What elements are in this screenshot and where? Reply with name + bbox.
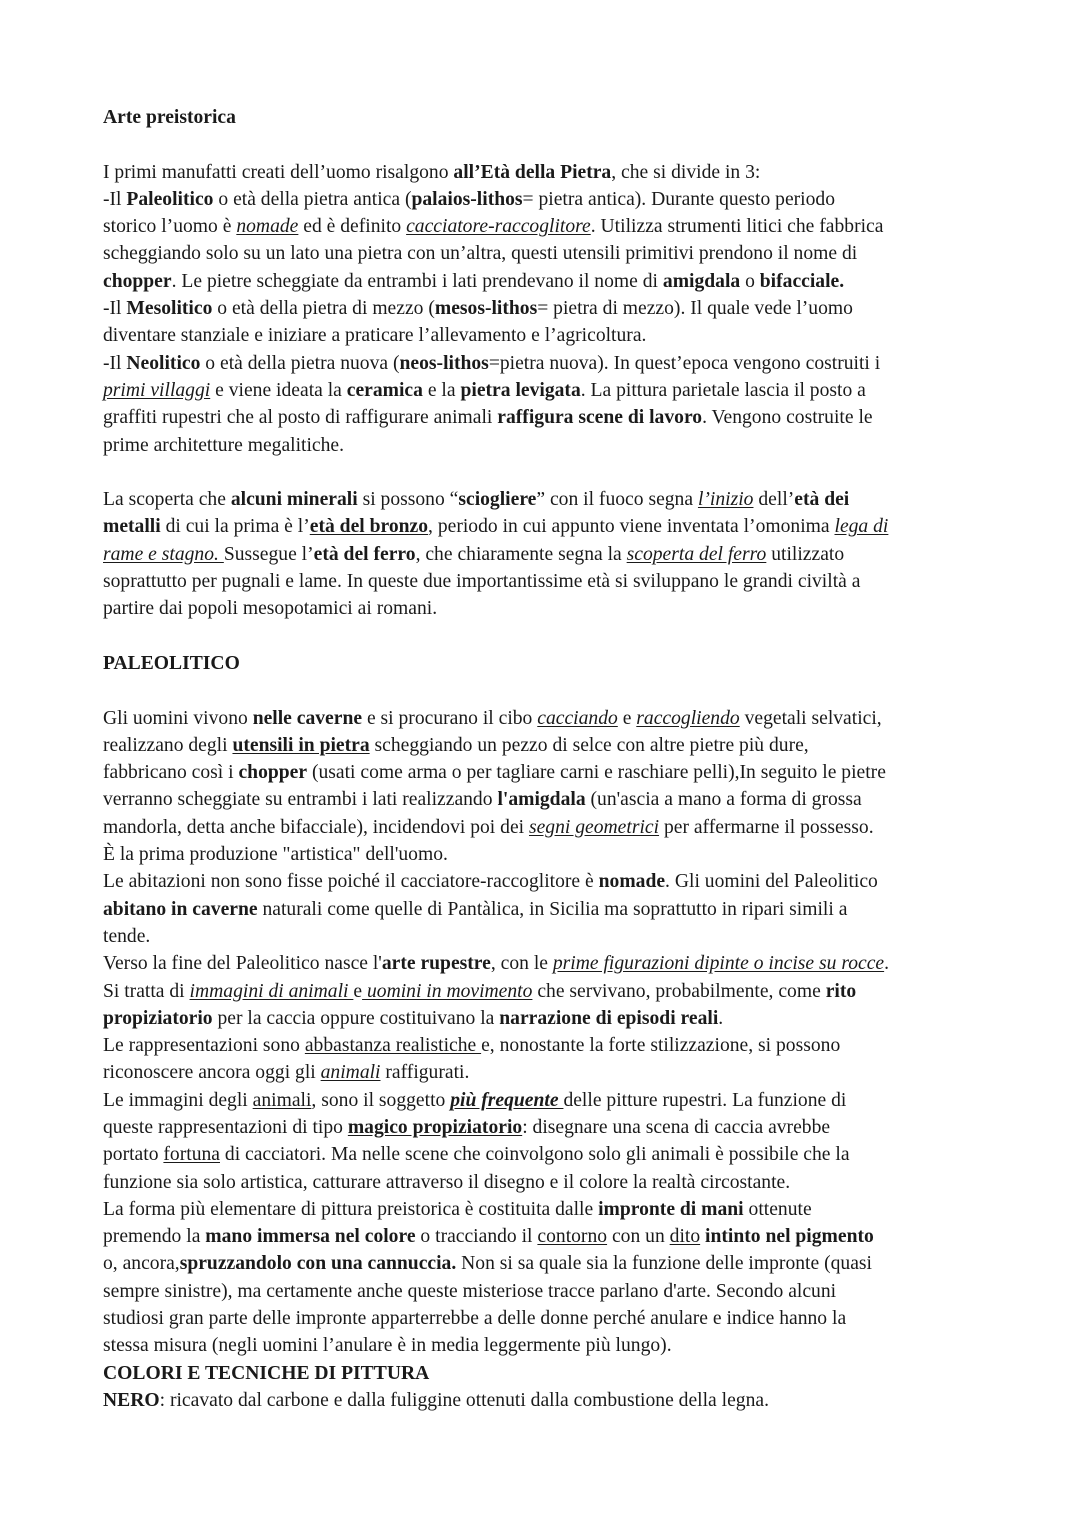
bold-text: NERO: [103, 1389, 160, 1411]
text-run: scheggiando solo su un lato una pietra con un’altra, questi utensili primitivi prendono il nome di: [103, 243, 858, 265]
text-run: I primi manufatti creati dell’uomo risalgono: [103, 161, 454, 183]
text-run: queste rappresentazioni di tipo: [103, 1116, 348, 1138]
bold-text: mano immersa nel colore: [205, 1226, 416, 1248]
emphasized-text: contorno: [537, 1226, 608, 1248]
text-line: [103, 650, 1003, 677]
bold-text: chopper: [103, 270, 172, 292]
text-run: diventare stanziale e iniziare a praticare l’allevamento e l’agricoltura.: [103, 325, 647, 347]
bold-text: mesos-lithos: [434, 298, 538, 320]
bold-text: età del ferro: [313, 543, 416, 565]
text-run: , che si divide in 3:: [611, 161, 761, 183]
bold-text: più frequente: [450, 1089, 564, 1111]
text-line: [103, 950, 1003, 977]
text-run: Le abitazioni non sono fisse poiché il cacciatore-raccoglitore è: [103, 871, 599, 893]
text-run: per la caccia oppure costituivano la: [212, 1007, 500, 1029]
text-run: portato: [103, 1144, 164, 1166]
text-line: [103, 677, 1003, 704]
text-run: o tracciando il: [415, 1226, 538, 1248]
text-line: [103, 350, 1003, 377]
emphasized-text: lega di: [834, 516, 889, 538]
text-run: : disegnare una scena di caccia avrebbe: [522, 1116, 831, 1138]
text-line: [103, 923, 1003, 950]
text-run: fabbricano così i: [103, 762, 239, 784]
text-line: [103, 978, 1003, 1005]
text-run: tende.: [103, 925, 151, 947]
text-run: È la prima produzione "artistica" dell'uomo.: [103, 844, 448, 866]
emphasized-text: segni geometrici: [528, 816, 660, 838]
text-line: [103, 268, 1003, 295]
text-run: partire dai popoli mesopotamici ai romani.: [103, 598, 438, 620]
text-line: [103, 1005, 1003, 1032]
text-run: = pietra di mezzo). Il quale vede l’uomo: [537, 298, 853, 320]
bold-text: rito: [825, 980, 857, 1002]
text-line: [103, 213, 1003, 240]
bold-text: Neolitico: [126, 352, 201, 374]
text-run: .: [884, 953, 890, 975]
text-run: e, nonostante la forte stilizzazione, si possono: [481, 1035, 841, 1057]
text-run: (usati come arma o per tagliare carni e raschiare pelli),In seguito le pietre: [307, 762, 886, 784]
emphasized-text: fortuna: [163, 1144, 220, 1166]
text-run: : ricavato dal carbone e dalla fuliggine ottenuti dalla combustione della legna.: [159, 1389, 769, 1411]
text-line: [103, 1114, 1003, 1141]
text-run: -Il: [103, 352, 127, 374]
text-run: mandorla, detta anche bifacciale), incidendovi poi dei: [103, 816, 529, 838]
bold-text: all’Età della Pietra: [453, 161, 612, 183]
text-line: [103, 595, 1003, 622]
text-run: sempre sinistre), ma certamente anche queste misteriose tracce parlano d'arte. Secondo alcuni: [103, 1280, 837, 1302]
text-line: [103, 868, 1003, 895]
text-run: di cacciatori. Ma nelle scene che coinvolgono solo gli animali è possibile che la: [220, 1144, 850, 1166]
text-run: storico l’uomo è: [103, 216, 237, 238]
text-run: Si tratta di: [103, 980, 190, 1002]
text-run: stessa misura (negli uomini l’anulare è in media leggermente più lungo).: [103, 1335, 672, 1357]
text-run: delle pitture rupestri. La funzione di: [563, 1089, 847, 1111]
emphasized-text: dito: [669, 1226, 701, 1248]
text-run: . Vengono costruite le: [702, 407, 873, 429]
emphasized-text: animali: [252, 1089, 312, 1111]
bold-text: utensili in pietra: [232, 734, 370, 756]
text-line: [103, 1360, 1003, 1387]
text-run: prime architetture megalitiche.: [103, 434, 344, 456]
text-line: [103, 814, 1003, 841]
text-line: [103, 1196, 1003, 1223]
bold-text: amigdala: [662, 270, 741, 292]
text-line: [103, 432, 1003, 459]
text-run: per affermarne il possesso.: [659, 816, 874, 838]
text-line: [103, 623, 1003, 650]
text-run: o: [740, 270, 760, 292]
emphasized-text: scoperta del ferro: [626, 543, 767, 565]
emphasized-text: prime figurazioni dipinte o incise su rocce: [552, 953, 885, 975]
text-run: -Il: [103, 298, 127, 320]
text-line: [103, 1059, 1003, 1086]
text-run: -Il: [103, 188, 127, 210]
text-run: e la: [422, 379, 461, 401]
emphasized-text: uomini in movimento: [362, 980, 533, 1002]
text-run: . Gli uomini del Paleolitico: [665, 871, 878, 893]
text-run: . La pittura parietale lascia il posto a: [580, 379, 866, 401]
text-run: Non si sa quale sia la funzione delle impronte (quasi: [456, 1253, 872, 1275]
text-run: raffigurati.: [380, 1062, 470, 1084]
text-run: , che chiaramente segna la: [415, 543, 627, 565]
text-run: , con le: [490, 953, 553, 975]
text-line: [103, 1332, 1003, 1359]
bold-text: arte rupestre: [381, 953, 491, 975]
bold-text: età del bronzo: [309, 516, 429, 538]
bold-text: COLORI E TECNICHE DI PITTURA: [103, 1362, 430, 1384]
text-line: [103, 377, 1003, 404]
text-run: . Utilizza strumenti litici che fabbrica: [590, 216, 884, 238]
text-run: = pietra antica). Durante questo periodo: [522, 188, 836, 210]
bold-text: abitano in caverne: [103, 898, 258, 920]
text-run: Le immagini degli: [103, 1089, 253, 1111]
text-run: premendo la: [103, 1226, 206, 1248]
emphasized-text: abbastanza realistiche: [304, 1035, 482, 1057]
bold-text: chopper: [238, 762, 308, 784]
text-run: La forma più elementare di pittura preistorica è costituita dalle: [103, 1198, 599, 1220]
text-line: [103, 759, 1003, 786]
emphasized-text: rame e stagno.: [103, 543, 224, 565]
bold-text: magico propiziatorio: [347, 1116, 523, 1138]
bold-text: intinto nel pigmento: [705, 1226, 874, 1248]
text-run: ed è definito: [298, 216, 407, 238]
text-line: [103, 131, 1003, 158]
text-run: riconoscere ancora oggi gli: [103, 1062, 321, 1084]
text-run: . Le pietre scheggiate da entrambi i lati prendevano il nome di: [171, 270, 663, 292]
bold-text: l'amigdala: [497, 789, 586, 811]
bold-text: bifacciale.: [759, 270, 845, 292]
text-run: e: [353, 980, 363, 1002]
text-line: [103, 486, 1003, 513]
text-run: =pietra nuova). In quest’epoca vengono costruiti i: [488, 352, 881, 374]
emphasized-text: cacciando: [537, 707, 618, 729]
emphasized-text: cacciatore-raccoglitore: [406, 216, 591, 238]
text-run: verranno scheggiate su entrambi i lati realizzando: [103, 789, 498, 811]
bold-text: metalli: [103, 516, 161, 538]
text-run: .: [718, 1007, 724, 1029]
text-line: [103, 786, 1003, 813]
text-run: , periodo in cui appunto viene inventata l’omonima: [428, 516, 835, 538]
text-line: [103, 1305, 1003, 1332]
text-run: che servivano, probabilmente, come: [532, 980, 826, 1002]
text-run: funzione sia solo artistica, catturare attraverso il disegno e il colore la realtà circostante.: [103, 1171, 791, 1193]
text-line: [103, 1141, 1003, 1168]
text-run: dell’: [753, 489, 795, 511]
text-run: soprattutto per pugnali e lame. In queste due importantissime età si sviluppano le grandi civiltà a: [103, 571, 861, 593]
text-line: [103, 1223, 1003, 1250]
text-line: [103, 705, 1003, 732]
bold-text: Arte preistorica: [103, 107, 236, 128]
text-line: [103, 1087, 1003, 1114]
bold-text: palaios-lithos: [411, 188, 523, 210]
text-line: [103, 1169, 1003, 1196]
text-run: o età della pietra nuova (: [200, 352, 400, 374]
document-page: [103, 104, 1003, 1414]
text-line: [103, 295, 1003, 322]
bold-text: età dei: [794, 489, 850, 511]
text-run: e: [617, 707, 637, 729]
emphasized-text: raccogliendo: [636, 707, 740, 729]
text-line: [103, 404, 1003, 431]
text-run: con un: [607, 1226, 670, 1248]
text-run: ” con il fuoco segna: [536, 489, 698, 511]
text-run: , sono il soggetto: [311, 1089, 451, 1111]
emphasized-text: l’inizio: [697, 489, 754, 511]
text-line: [103, 841, 1003, 868]
bold-text: PALEOLITICO: [103, 652, 240, 674]
text-run: graffiti rupestri che al posto di raffigurare animali: [103, 407, 498, 429]
emphasized-text: nomade: [236, 216, 299, 238]
bold-text: sciogliere: [458, 489, 537, 511]
bold-text: nomade: [598, 871, 666, 893]
bold-text: propiziatorio: [103, 1007, 213, 1029]
bold-text: spruzzandolo con una cannuccia.: [179, 1253, 457, 1275]
text-line: [103, 568, 1003, 595]
emphasized-text: animali: [320, 1062, 381, 1084]
text-line: [103, 732, 1003, 759]
text-run: Le rappresentazioni sono: [103, 1035, 305, 1057]
text-run: studiosi gran parte delle impronte apparterrebbe a delle donne perché anulare e indice hanno la: [103, 1308, 847, 1330]
text-run: e si procurano il cibo: [362, 707, 538, 729]
text-run: vegetali selvatici,: [739, 707, 882, 729]
text-run: o, ancora,: [103, 1253, 180, 1275]
text-line: [103, 541, 1003, 568]
text-line: [103, 186, 1003, 213]
bold-text: neos-lithos: [399, 352, 489, 374]
text-run: di cui la prima è l’: [160, 516, 310, 538]
text-run: scheggiando un pezzo di selce con altre pietre più dure,: [369, 734, 809, 756]
bold-text: Mesolitico: [126, 298, 213, 320]
text-run: o età della pietra antica (: [213, 188, 412, 210]
text-line: [103, 1032, 1003, 1059]
bold-text: impronte di mani: [598, 1198, 744, 1220]
text-line: [103, 322, 1003, 349]
text-run: ottenute: [743, 1198, 812, 1220]
text-run: (un'ascia a mano a forma di grossa: [585, 789, 862, 811]
text-run: Gli uomini vivono: [103, 707, 253, 729]
text-run: Sussegue l’: [223, 543, 314, 565]
bold-text: nelle caverne: [252, 707, 363, 729]
bold-text: alcuni minerali: [230, 489, 358, 511]
text-run: si possono “: [357, 489, 459, 511]
text-run: e viene ideata la: [210, 379, 347, 401]
text-line: [103, 159, 1003, 186]
bold-text: pietra levigata: [460, 379, 581, 401]
text-line: [103, 513, 1003, 540]
text-line: [103, 1278, 1003, 1305]
text-line: [103, 1387, 1003, 1414]
text-run: o età della pietra di mezzo (: [212, 298, 435, 320]
bold-text: narrazione di episodi reali: [499, 1007, 719, 1029]
text-line: [103, 459, 1003, 486]
text-run: realizzano degli: [103, 734, 233, 756]
emphasized-text: primi villaggi: [103, 379, 211, 401]
text-line: [103, 104, 1003, 131]
emphasized-text: immagini di animali: [189, 980, 354, 1002]
text-line: [103, 896, 1003, 923]
text-line: [103, 240, 1003, 267]
bold-text: raffigura scene di lavoro: [497, 407, 703, 429]
bold-text: Paleolitico: [126, 188, 214, 210]
text-run: La scoperta che: [103, 489, 231, 511]
text-run: utilizzato: [766, 543, 845, 565]
bold-text: ceramica: [346, 379, 423, 401]
text-line: [103, 1250, 1003, 1277]
text-run: Verso la fine del Paleolitico nasce l': [103, 953, 382, 975]
text-run: naturali come quelle di Pantàlica, in Sicilia ma soprattutto in ripari simili a: [257, 898, 848, 920]
